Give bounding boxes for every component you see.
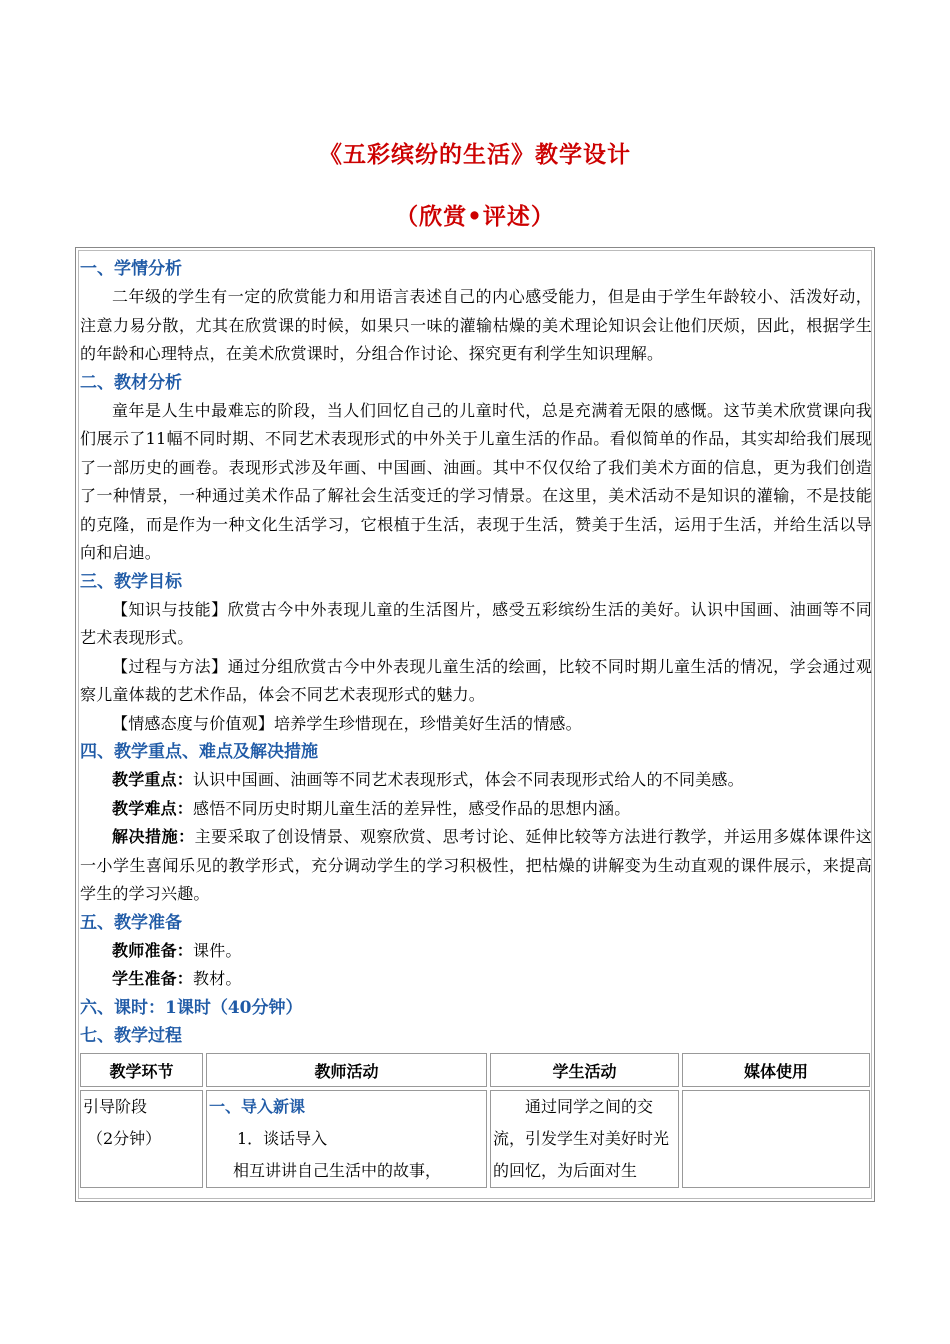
student-prep-text: 教材。	[193, 969, 242, 988]
content-body	[80, 255, 872, 1050]
teacher-prep-text: 课件。	[193, 940, 242, 960]
section-heading-1: 一、学情分析	[80, 259, 182, 279]
cell-media	[682, 1090, 870, 1188]
goal-process: 【过程与方法】通过分组欣赏古今中外表现儿童生活的绘画，比较不同时期儿童生活的情况，学会通过观察儿童体裁的艺术作品，体会不同艺术表现形式的魅力。	[80, 656, 872, 704]
teacher-text: 相互讲讲自己生活中的故事，	[233, 1161, 442, 1180]
difficult-point-text: 感悟不同历史时期儿童生活的差异性，感受作品的思想内涵。	[193, 798, 631, 818]
section-text-1: 二年级的学生有一定的欣赏能力和用语言表述自己的内心感受能力，但是由于学生年龄较小、活泼好动，注意力易分散，尤其在欣赏课的时候，如果只一味的灌输枯燥的美术理论知识会让他们厌烦，因此，根据学生的年龄和心理特点，在美术欣赏课时，分组合作讨论、探究更有利学生知识理解。	[80, 287, 872, 363]
solution-label: 解决措施：	[112, 827, 195, 846]
header-media: 媒体使用	[682, 1053, 870, 1087]
cell-teacher	[206, 1090, 487, 1188]
process-table	[77, 1050, 873, 1191]
table-header-row	[80, 1053, 870, 1087]
section-heading-2: 二、教材分析	[80, 372, 182, 393]
teacher-heading: 一、导入新课	[209, 1097, 306, 1116]
teacher-prep	[80, 937, 872, 966]
stage-time: （2分钟）	[87, 1129, 162, 1148]
goal-emotion: 【情感态度与价值观】培养学生珍惜现在，珍惜美好生活的情感。	[112, 713, 582, 733]
teacher-prep-label: 教师准备：	[112, 940, 194, 960]
solution	[80, 823, 872, 909]
solution-text: 主要采取了创设情景、观察欣赏、思考讨论、延伸比较等方法进行教学，并运用多媒体课件这一小学生喜闻乐见的教学形式，充分调动学生的学习积极性，把枯燥的讲解变为生动直观的课件展示，来提高学生的学习兴趣。	[80, 827, 872, 903]
cell-stage	[80, 1090, 203, 1188]
key-point-label: 教学重点：	[112, 770, 194, 789]
student-prep	[80, 965, 872, 994]
difficult-point	[80, 795, 872, 824]
document-subtitle: （欣赏•评述）	[395, 203, 555, 230]
section-heading-7: 七、教学过程	[80, 1025, 182, 1046]
section-heading-6: 六、课时：1课时（40分钟）	[80, 997, 303, 1018]
header-student: 学生活动	[490, 1053, 679, 1087]
document-title: 《五彩缤纷的生活》教学设计	[319, 141, 631, 168]
section-text-2: 童年是人生中最难忘的阶段，当人们回忆自己的儿童时代，总是充满着无限的感慨。这节美术欣赏课向我们展示了11幅不同时期、不同艺术表现形式的中外关于儿童生活的作品。看似简单的作品，其实却给我们展现了一部历史的画卷。表现形式涉及年画、中国画、油画。其中不仅仅给了我们美术方面的信息，更为我们创造了一种情景，一种通过美术作品了解社会生活变迁的学习情景。在这里，美术活动不是知识的灌输，不是技能的克隆，而是作为一种文化生活学习，它根植于生活，表现于生活，赞美于生活，运用于生活，并给生活以导向和启迪。	[80, 400, 872, 562]
section-heading-4: 四、教学重点、难点及解决措施	[80, 742, 318, 762]
student-prep-label: 学生准备：	[112, 969, 194, 988]
cell-student: 通过同学之间的交流，引发学生对美好时光的回忆，为后面对生	[490, 1090, 679, 1188]
section-heading-3: 三、教学目标	[80, 571, 182, 592]
header-teacher: 教师活动	[206, 1053, 487, 1087]
difficult-point-label: 教学难点：	[112, 798, 194, 818]
section-heading-5: 五、教学准备	[80, 912, 182, 933]
key-point-text: 认识中国画、油画等不同艺术表现形式，体会不同表现形式给人的不同美感。	[193, 770, 744, 789]
stage-name: 引导阶段	[83, 1097, 148, 1116]
table-row	[80, 1090, 870, 1188]
goal-knowledge: 【知识与技能】欣赏古今中外表现儿童的生活图片，感受五彩缤纷生活的美好。认识中国画、油画等不同艺术表现形式。	[80, 599, 872, 647]
key-point	[80, 766, 872, 795]
teacher-item: 1．谈话导入	[237, 1129, 328, 1148]
header-stage: 教学环节	[80, 1053, 203, 1087]
